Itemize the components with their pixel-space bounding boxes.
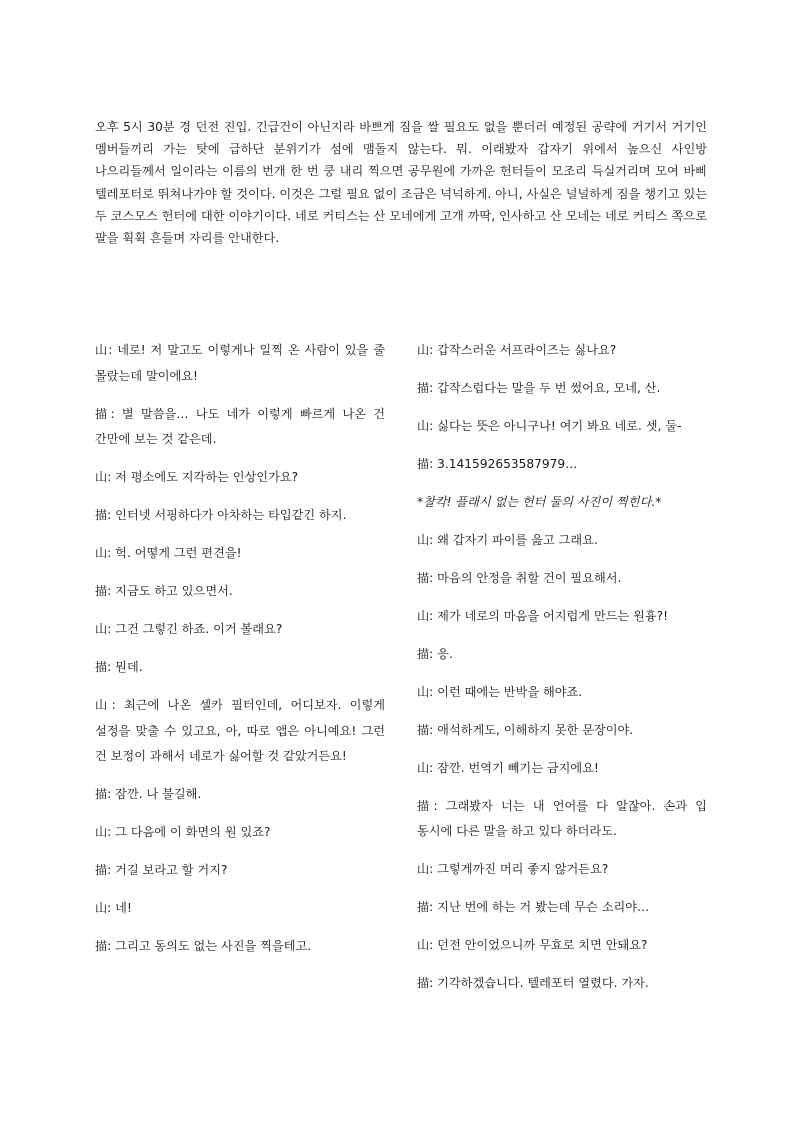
- dialogue-line: 描: 그리고 동의도 없는 사진을 찍을테고.: [95, 939, 312, 954]
- dialogue-column-right: [417, 338, 707, 1009]
- dialogue-line: 描: 마음의 안정을 취할 건이 필요해서.: [417, 570, 622, 585]
- narration-line: *찰칵! 플래시 없는 헌터 둘의 사진이 찍힌다.*: [417, 494, 662, 509]
- dialogue-line: 山: 제가 네로의 마음을 어지럽게 만드는 원흉?!: [417, 608, 669, 623]
- dialogue-line: 山: 잠깐. 번역기 빼기는 금지에요!: [417, 760, 599, 775]
- dialogue-line: 山: 헉. 어떻게 그런 편견을!: [95, 546, 242, 561]
- dialogue-line: 描: 뭔데.: [95, 660, 143, 675]
- dialogue-line: 描: 애석하게도, 이해하지 못한 문장이야.: [417, 722, 634, 737]
- dialogue-line: 山: 네로! 저 말고도 이렇게나 일찍 온 사람이 있을 줄 몰랐는데 말이에요!: [95, 343, 385, 383]
- dialogue-line: 山: 갑작스러운 서프라이즈는 싫나요?: [417, 343, 617, 357]
- dialogue-line: 山: 저 평소에도 지각하는 인상인가요?: [95, 470, 299, 485]
- dialogue-line: 描: 기각하겠습니다. 텔레포터 열렸다. 가자.: [417, 976, 649, 991]
- dialogue-line: 描: 잠깐. 나 불길해.: [95, 787, 202, 802]
- dialogue-line: 描: 그래봤자 너는 내 언어를 다 알잖아. 손과 입 동시에 다른 말을 하고 있다 하더라도.: [417, 798, 707, 839]
- dialogue-line: 山: 싫다는 뜻은 아니구나! 여기 봐요 네로. 셋, 둘-: [417, 418, 682, 433]
- dialogue-line: 描: 응.: [417, 646, 453, 661]
- dialogue-line: 描: 별 말씀을… 나도 네가 이렇게 빠르게 나온 건 간만에 보는 것 같은데.: [95, 406, 385, 447]
- dialogue-line: 山: 최근에 나온 셀카 필터인데, 어디보자. 이렇게 설정을 맞출 수 있고요, 아, 따로 앱은 아니예요! 그런 건 보정이 과해서 네로가 싫어할 것 같았거든요!: [95, 698, 385, 764]
- dialogue-line: 描: 지난 번에 하는 거 봤는데 무슨 소리야…: [417, 900, 650, 915]
- dialogue-line: 描: 3.141592653587979…: [417, 456, 578, 471]
- dialogue-line: 山: 던전 안이었으니까 무효로 치면 안돼요?: [417, 938, 648, 953]
- dialogue-line: 山: 그 다음에 이 화면의 원 있죠?: [95, 825, 271, 840]
- dialogue-line: 山: 네!: [95, 901, 132, 916]
- intro-paragraph: 오후 5시 30분 경 던전 진입. 긴급건이 아닌지라 바쁘게 짐을 쌀 필요도 없을 뿐더러 예정된 공략에 거기서 거기인 멤버들끼리 가는 탓에 급하단 분위기가 섬에 맴돌지 않는다. 뭐. 이래봤자 갑자기 위에서 높으신 사인방 나으리들께서 일이라는 이름의 번개 한 번 쿵 내리 찍으면 공무원에 가까운 헌터들이 모조리 득실거리며 모여 바삐 텔레포터로 뛰쳐나가야 할 것이다. 이것은 그럴 필요 없이 조금은 넉넉하게. 아니, 사실은 널널하게 짐을 챙기고 있는 두 코스모스 헌터에 대한 이야기이다. 네로 커티스는 산 모네에게 고개 까딱, 인사하고 산 모네는 네로 커티스 쪽으로 팔을 휙휙 흔들며 자리를 안내한다.: [95, 120, 707, 246]
- dialogue-line: 描: 갑작스럽다는 말을 두 번 썼어요, 모네, 산.: [417, 380, 661, 395]
- dialogue-line: 山: 이런 때에는 반박을 해야죠.: [417, 684, 583, 699]
- dialogue-column-left: [95, 338, 385, 972]
- dialogue-line: 描: 거길 보라고 할 거지?: [95, 863, 228, 878]
- dialogue-line: 山: 그건 그렇긴 하죠. 이거 볼래요?: [95, 622, 283, 637]
- dialogue-line: 描: 인터넷 서핑하다가 아차하는 타입같긴 하지.: [95, 508, 347, 523]
- dialogue-line: 山: 그렇게까진 머리 좋지 않거든요?: [417, 862, 609, 877]
- dialogue-line: 山: 왜 갑자기 파이를 읊고 그래요.: [417, 532, 598, 547]
- dialogue-line: 描: 지금도 하고 있으면서.: [95, 584, 233, 599]
